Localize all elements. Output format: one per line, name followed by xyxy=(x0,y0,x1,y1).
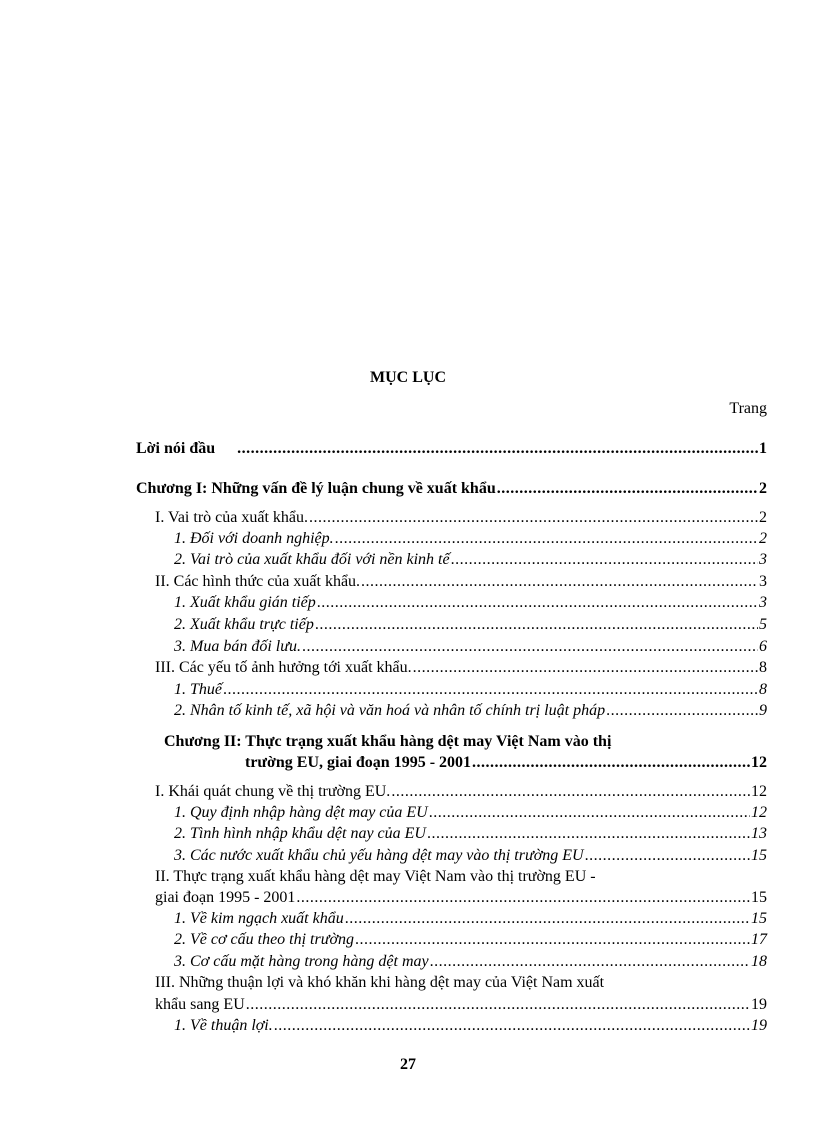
toc-entry-ch2-section-2[interactable] xyxy=(155,887,767,909)
toc-entry-ch2-section-1[interactable] xyxy=(155,781,767,803)
toc-entry-text: 3. Các nước xuất khẩu chủ yếu hàng dệt may vào thị trường EU xyxy=(174,847,584,864)
toc-entry-page: 2 xyxy=(759,509,767,526)
toc-entry-ch2-section-2-2[interactable] xyxy=(174,929,767,951)
toc-entry-text: 1. Đối với doanh nghiệp. xyxy=(174,530,334,547)
dot-leader xyxy=(335,528,758,550)
toc-entry-intro[interactable] xyxy=(136,438,767,460)
toc-entry-ch2-section-1-3[interactable] xyxy=(174,845,767,867)
toc-entry-text: 2. Vai trò của xuất khẩu đối với nền kinh tế xyxy=(174,551,450,568)
toc-entry-ch2-section-2-line1[interactable]: II. Thực trạng xuất khẩu hàng dệt may Việt Nam vào thị trường EU - xyxy=(155,868,596,885)
toc-entry-page: 12 xyxy=(751,754,767,771)
toc-entry-page: 6 xyxy=(759,638,767,655)
toc-entry-text: I. Vai trò của xuất khẩu. xyxy=(155,509,308,526)
toc-entry-page: 12 xyxy=(751,804,767,821)
toc-entry-text: 1. Xuất khẩu gián tiếp xyxy=(174,594,316,611)
toc-entry-text: 1. Về thuận lợi. xyxy=(174,1017,273,1034)
toc-entry-page: 8 xyxy=(759,659,767,676)
toc-entry-text: Lời nói đầu xyxy=(136,440,216,457)
toc-entry-ch2-section-3-line1[interactable]: III. Những thuận lợi và khó khăn khi hàng dệt may của Việt Nam xuất xyxy=(155,974,605,991)
toc-entry-page: 5 xyxy=(759,616,767,633)
toc-entry-text: giai đoạn 1995 - 2001 xyxy=(155,889,296,906)
dot-leader xyxy=(391,781,750,803)
toc-entry-page: 2 xyxy=(759,480,767,497)
dot-leader xyxy=(302,636,758,658)
toc-entry-page: 15 xyxy=(751,847,767,864)
toc-entry-text: Chương I: Những vấn đề lý luận chung về xuất khẩu xyxy=(136,480,496,497)
toc-entry-ch2-section-3[interactable] xyxy=(155,994,767,1016)
dot-leader xyxy=(296,887,750,909)
toc-entry-text: III. Các yếu tố ảnh hưởng tới xuất khẩu. xyxy=(155,659,412,676)
toc-entry-text: 1. Quy định nhập hàng dệt may của EU xyxy=(174,804,428,821)
toc-entry-page: 19 xyxy=(751,1017,767,1034)
toc-entry-ch1-section-3[interactable] xyxy=(155,657,767,679)
dot-leader xyxy=(223,679,758,701)
dot-leader xyxy=(427,823,750,845)
toc-entry-ch1-section-3-1[interactable] xyxy=(174,679,767,701)
toc-entry-page: 3 xyxy=(759,594,767,611)
dot-leader xyxy=(430,951,750,973)
dot-leader xyxy=(585,845,750,867)
toc-entry-page: 15 xyxy=(751,889,767,906)
page-number: 27 xyxy=(400,1056,416,1073)
toc-entry-text: 3. Cơ cấu mặt hàng trong hàng dệt may xyxy=(174,953,429,970)
toc-entry-text: 1. Thuế xyxy=(174,681,222,698)
dot-leader xyxy=(345,908,750,930)
toc-entry-text: 3. Mua bán đối lưu. xyxy=(174,638,301,655)
dot-leader xyxy=(315,614,758,636)
toc-entry-ch1-section-2-1[interactable] xyxy=(174,592,767,614)
toc-entry-ch1-section-1-1[interactable] xyxy=(174,528,767,550)
dot-leader xyxy=(309,507,758,529)
toc-entry-text: II. Các hình thức của xuất khẩu. xyxy=(155,573,361,590)
toc-entry-ch1-section-2-3[interactable] xyxy=(174,636,767,658)
toc-entry-page: 9 xyxy=(759,702,767,719)
dot-leader xyxy=(361,571,758,593)
toc-entry-text: 1. Về kim ngạch xuất khẩu xyxy=(174,910,344,927)
toc-entry-chapter-2-line1[interactable]: Chương II: Thực trạng xuất khẩu hàng dệt may Việt Nam vào thị xyxy=(164,733,612,750)
toc-entry-page: 1 xyxy=(759,440,767,457)
toc-entry-page: 12 xyxy=(751,783,767,800)
dot-leader xyxy=(451,549,758,571)
toc-entry-text: I. Khái quát chung về thị trường EU. xyxy=(155,783,391,800)
toc-entry-ch2-section-2-3[interactable] xyxy=(174,951,767,973)
toc-entry-ch2-section-1-1[interactable] xyxy=(174,802,767,824)
toc-entry-ch1-section-2[interactable] xyxy=(155,571,767,593)
dot-leader xyxy=(413,657,758,679)
toc-entry-page: 13 xyxy=(751,825,767,842)
toc-title: MỤC LỤC xyxy=(370,369,446,386)
toc-entry-ch2-section-3-1[interactable] xyxy=(174,1015,767,1037)
dot-leader xyxy=(355,929,750,951)
page-column-label: Trang xyxy=(729,400,767,417)
toc-entry-text: 2. Về cơ cấu theo thị trường xyxy=(174,931,354,948)
toc-entry-page: 19 xyxy=(751,996,767,1013)
toc-entry-page: 17 xyxy=(751,931,767,948)
toc-entry-ch1-section-2-2[interactable] xyxy=(174,614,767,636)
dot-leader xyxy=(606,700,758,722)
toc-entry-page: 2 xyxy=(759,530,767,547)
toc-entry-page: 3 xyxy=(759,551,767,568)
dot-leader xyxy=(317,592,758,614)
dot-leader xyxy=(274,1015,750,1037)
toc-entry-text: 2. Xuất khẩu trực tiếp xyxy=(174,616,314,633)
toc-entry-chapter-1[interactable] xyxy=(136,478,767,500)
toc-entry-text: 2. Nhân tố kinh tế, xã hội và văn hoá và nhân tố chính trị luật pháp xyxy=(174,702,606,719)
dot-leader xyxy=(246,994,750,1016)
toc-entry-page: 15 xyxy=(751,910,767,927)
toc-entry-ch2-section-1-2[interactable] xyxy=(174,823,767,845)
toc-entry-ch1-section-3-2[interactable] xyxy=(174,700,767,722)
toc-entry-page: 18 xyxy=(751,953,767,970)
toc-entry-chapter-2[interactable] xyxy=(245,752,767,774)
toc-entry-text: khẩu sang EU xyxy=(155,996,245,1013)
toc-entry-ch1-section-1-2[interactable] xyxy=(174,549,767,571)
toc-entry-page: 8 xyxy=(759,681,767,698)
dot-leader xyxy=(237,438,758,460)
dot-leader xyxy=(497,478,758,500)
dot-leader xyxy=(472,752,750,774)
toc-entry-text: 2. Tình hình nhập khẩu dệt nay của EU xyxy=(174,825,426,842)
toc-entry-page: 3 xyxy=(759,573,767,590)
dot-leader xyxy=(429,802,750,824)
toc-entry-text: trường EU, giai đoạn 1995 - 2001 xyxy=(245,754,472,771)
toc-entry-ch2-section-2-1[interactable] xyxy=(174,908,767,930)
toc-entry-ch1-section-1[interactable] xyxy=(155,507,767,529)
